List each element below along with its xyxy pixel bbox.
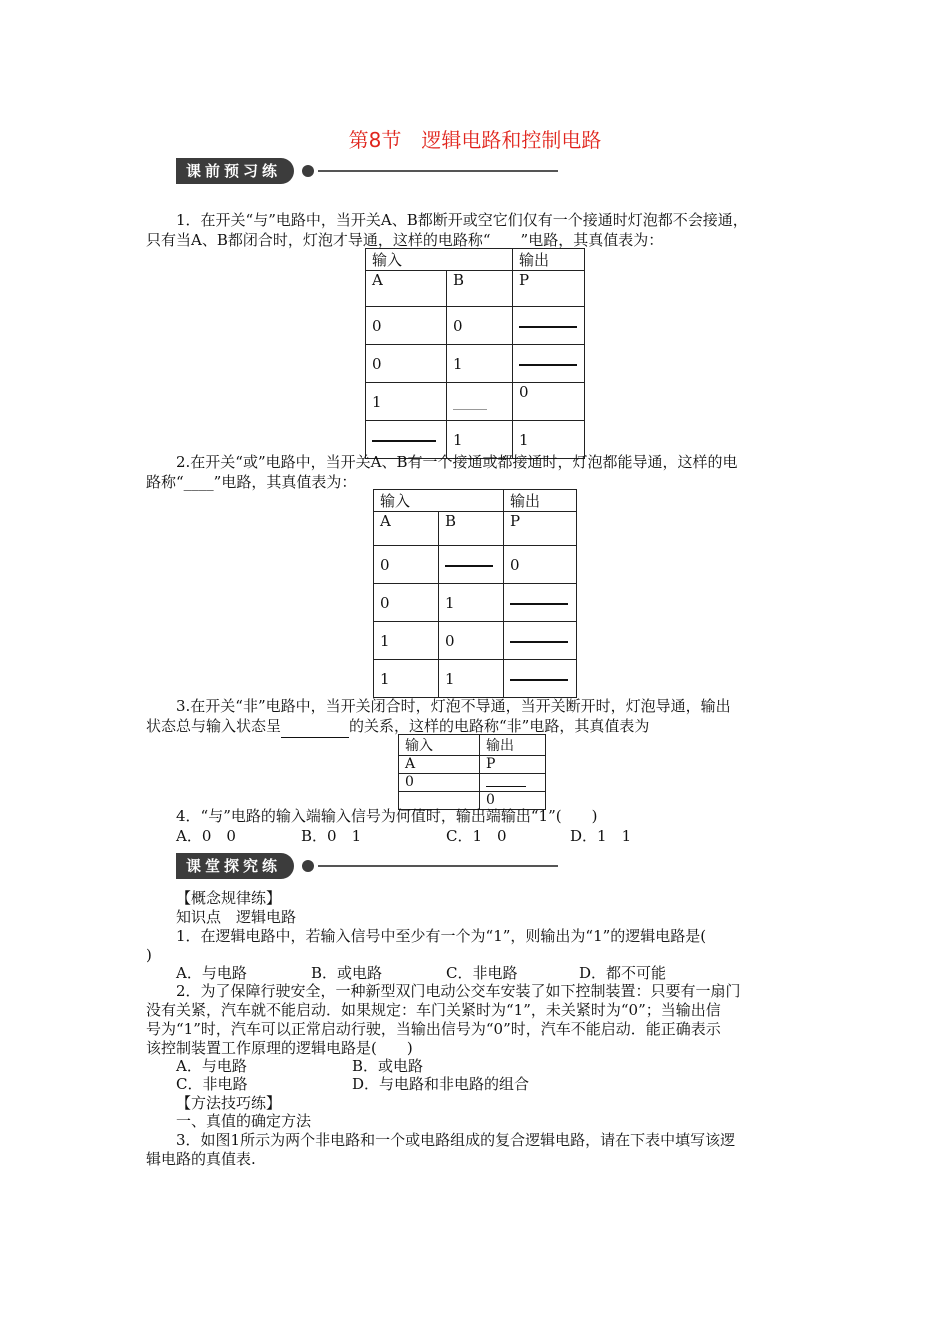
header-input: 输入 (366, 249, 513, 271)
q4-option-a: A．0 0 (176, 827, 236, 845)
col-b: B (447, 271, 513, 307)
q3-truth-table (398, 734, 546, 810)
q3-line2: 状态总与输入状态呈 的关系，这样的电路称“非”电路，其真值表为 (146, 716, 649, 738)
table-row: 0 (399, 774, 546, 792)
header-output: 输出 (504, 490, 577, 512)
q4-option-d: D．1 1 (570, 827, 632, 845)
blank-answer (447, 383, 513, 421)
method-heading: 一、真值的确定方法 (176, 1112, 312, 1130)
table-row: 1 1 (366, 421, 585, 459)
q2-line1: 2.在开关“或”电路中，当开关A、B有一个接通或都接通时，灯泡都能导通，这样的电 (176, 453, 738, 471)
c1-option-c: C．非电路 (446, 964, 518, 982)
q1-truth-table (365, 248, 585, 459)
c2-option-c: C．非电路 (176, 1075, 248, 1093)
banner-rule (318, 170, 558, 172)
c2-option-d: D．与电路和非电路的组合 (352, 1075, 530, 1093)
q3-line1: 3.在开关“非”电路中，当开关闭合时，灯泡不导通，当开关断开时，灯泡导通，输出 (176, 697, 731, 715)
table-row: 1 1 (374, 660, 577, 698)
q4-option-c: C．1 0 (446, 827, 507, 845)
knowledge-point: 知识点 逻辑电路 (176, 908, 297, 926)
c2-line1: 2．为了保障行驶安全，一种新型双门电动公交车安装了如下控制装置：只要有一扇门 (176, 982, 741, 1000)
q2-truth-table (373, 489, 577, 698)
section-method: 【方法技巧练】 (176, 1094, 282, 1112)
col-a: A (366, 271, 447, 307)
table-row: 1 0 (366, 383, 585, 421)
header-output: 输出 (513, 249, 585, 271)
blank-answer (480, 774, 546, 792)
banner-rule (318, 865, 558, 867)
banner-label: 课堂探究练 (176, 853, 294, 879)
c1-option-d: D．都不可能 (579, 964, 667, 982)
c3-line2: 辑电路的真值表. (146, 1150, 256, 1168)
header-input: 输入 (374, 490, 504, 512)
q1-line2: 只有当A、B都闭合时，灯泡才导通，这样的电路称“____”电路，其真值表为： (146, 231, 664, 249)
c2-line2: 没有关紧，汽车就不能启动．如果规定：车门关紧时为“1”，未关紧时为“0”；当输出信 (146, 1001, 721, 1019)
c3-line1: 3．如图1所示为两个非电路和一个或电路组成的复合逻辑电路，请在下表中填写该逻 (176, 1131, 736, 1149)
banner-label: 课前预习练 (176, 158, 294, 184)
col-p: P (513, 271, 585, 307)
table-row: 0 (399, 792, 546, 810)
blank-answer (513, 307, 585, 345)
c2-option-b: B．或电路 (352, 1057, 424, 1075)
blank-answer (504, 584, 577, 622)
banner-dot-icon (302, 860, 314, 872)
c1-option-a: A．与电路 (176, 964, 247, 982)
blank-answer (504, 622, 577, 660)
header-input: 输入 (399, 735, 480, 756)
c2-option-a: A．与电路 (176, 1057, 247, 1075)
section-concept: 【概念规律练】 (176, 889, 282, 907)
table-row: 0 0 (374, 546, 577, 584)
table-row: 0 0 (366, 307, 585, 345)
col-a: A (399, 756, 480, 774)
col-a: A (374, 512, 439, 546)
c1-line2: ) (146, 946, 152, 964)
c1-option-b: B．或电路 (311, 964, 383, 982)
c2-line4: 该控制装置工作原理的逻辑电路是( ) (146, 1039, 413, 1057)
q4-stem: 4．“与”电路的输入端输入信号为何值时，输出端输出“1”( ) (176, 807, 598, 825)
table-row: 0 1 (366, 345, 585, 383)
banner-dot-icon (302, 165, 314, 177)
col-p: P (480, 756, 546, 774)
c2-line3: 号为“1”时，汽车可以正常启动行驶，当输出信号为“0”时，汽车不能启动．能正确表示 (146, 1020, 721, 1038)
blank-answer (439, 546, 504, 584)
header-output: 输出 (480, 735, 546, 756)
q2-line2: 路称“____”电路，其真值表为： (146, 473, 357, 491)
table-row: 0 1 (374, 584, 577, 622)
col-b: B (439, 512, 504, 546)
col-p: P (504, 512, 577, 546)
blank-answer (281, 716, 349, 738)
page-title: 第8节 逻辑电路和控制电路 (348, 128, 602, 152)
c1-line1: 1．在逻辑电路中，若输入信号中至少有一个为“1”，则输出为“1”的逻辑电路是( (176, 927, 707, 945)
blank-answer (504, 660, 577, 698)
blank-answer (513, 345, 585, 383)
q1-line1: 1．在开关“与”电路中，当开关A、B都断开或空它们仅有一个接通时灯泡都不会接通， (176, 211, 748, 229)
table-row: 1 0 (374, 622, 577, 660)
q4-option-b: B．0 1 (301, 827, 362, 845)
